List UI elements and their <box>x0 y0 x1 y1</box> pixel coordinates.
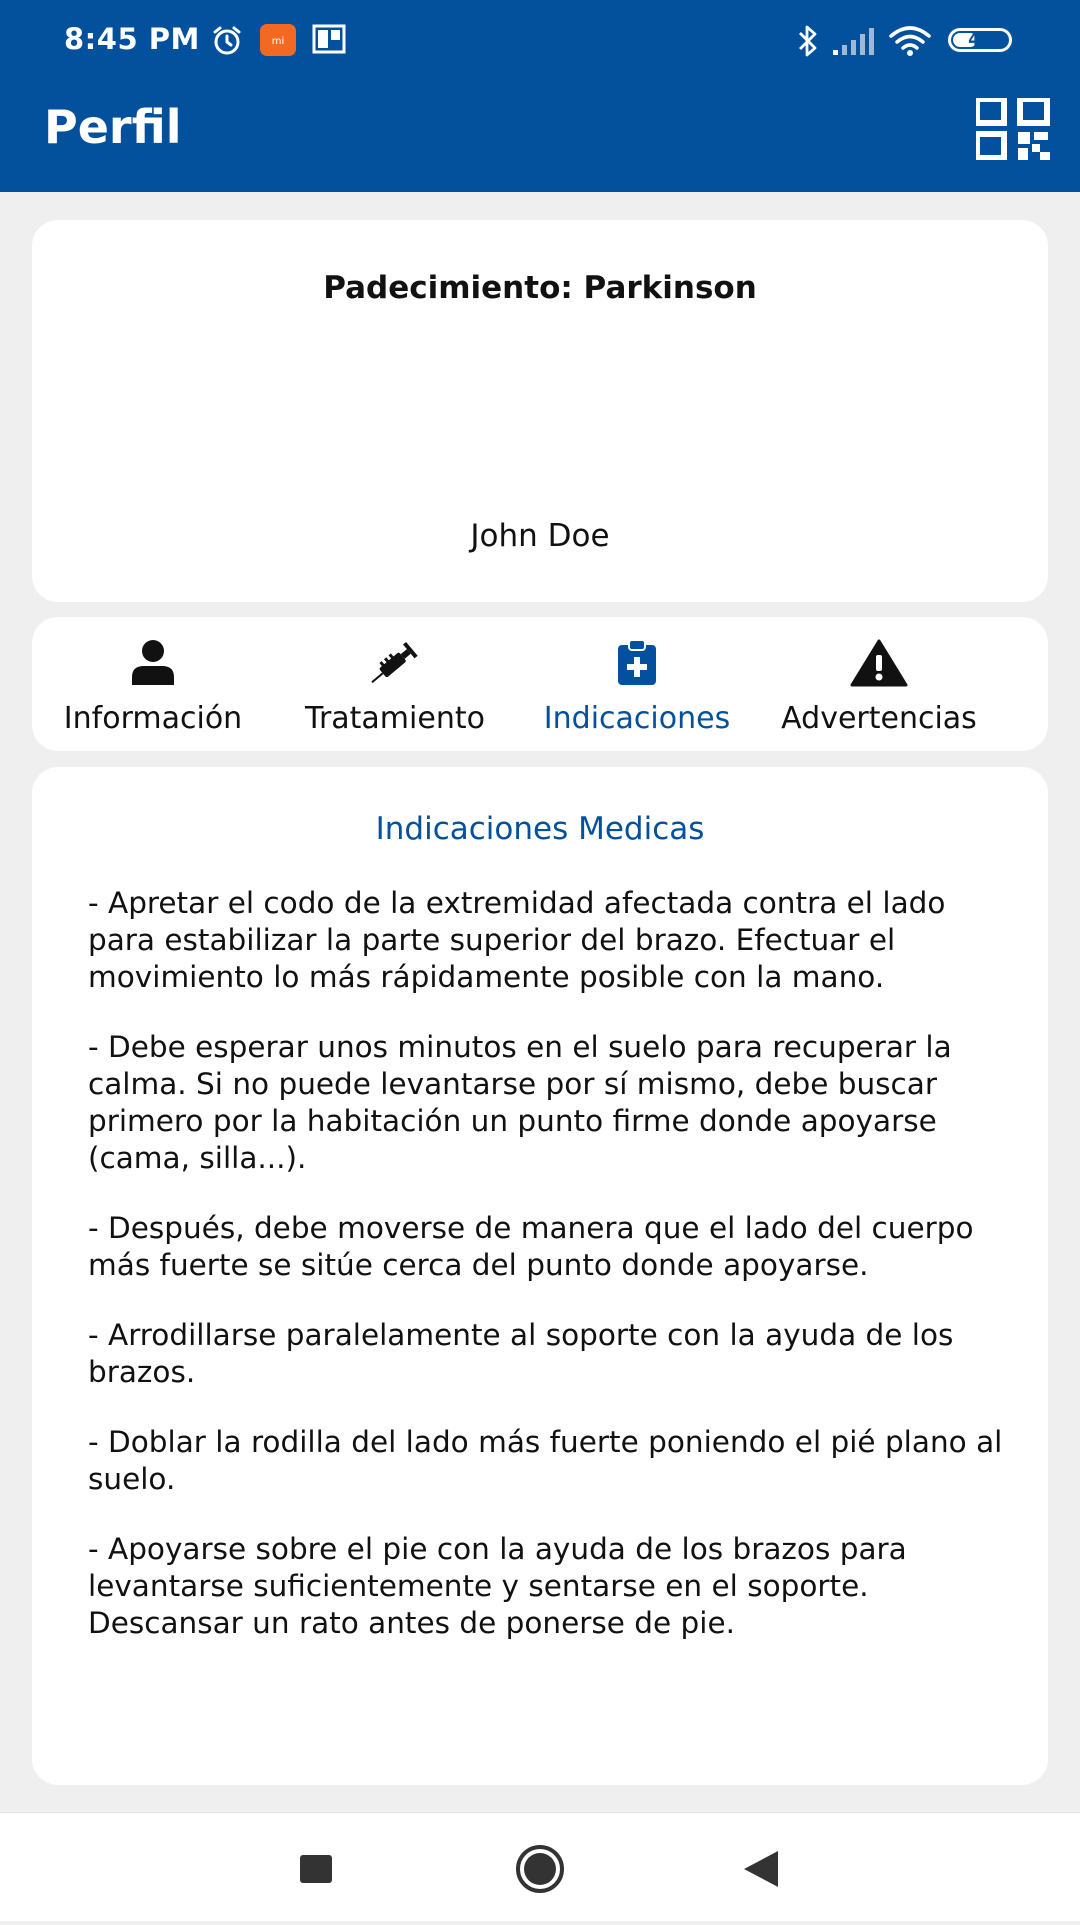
alarm-icon <box>210 24 244 58</box>
system-nav-bar <box>0 1812 1080 1921</box>
tab-label: Indicaciones <box>543 701 731 736</box>
indications-list <box>88 885 1018 1675</box>
back-triangle-icon <box>702 1813 822 1921</box>
tab-informacion[interactable] <box>32 617 274 751</box>
back-button[interactable] <box>702 1813 822 1921</box>
home-button[interactable] <box>480 1813 600 1921</box>
battery-icon <box>948 28 1012 52</box>
tab-bar <box>32 617 1048 751</box>
warning-icon <box>850 639 908 687</box>
indication-item: - Debe esperar unos minutos en el suelo para recuperar la calma. Si no puede levantarse por sí mismo, debe buscar primero por la habitación un punto firme donde apoyarse (cama, silla...). <box>88 1030 952 1175</box>
svg-text:mi: mi <box>271 36 285 47</box>
tab-label: Información <box>63 701 243 736</box>
recents-button[interactable] <box>256 1813 376 1921</box>
medical-clipboard-icon <box>617 639 657 685</box>
status-bar <box>0 0 1080 82</box>
tab-tratamiento[interactable] <box>274 617 516 751</box>
indications-card <box>32 767 1048 1785</box>
tab-advertencias[interactable] <box>758 617 1000 751</box>
tab-label: Advertencias <box>781 701 977 736</box>
reader-icon <box>312 24 346 54</box>
indication-item: - Después, debe moverse de manera que el lado del cuerpo más fuerte se sitúe cerca del punto donde apoyarse. <box>88 1211 974 1282</box>
square-icon <box>256 1813 376 1921</box>
person-icon <box>130 639 176 685</box>
wifi-icon <box>888 24 932 58</box>
indication-item: - Apoyarse sobre el pie con la ayuda de los brazos para levantarse suficientemente y sentarse en el soporte. Descansar un rato antes de ponerse de pie. <box>88 1532 907 1640</box>
section-title: Indicaciones Medicas <box>375 811 705 847</box>
condition-label: Padecimiento: Parkinson <box>323 270 757 306</box>
app-bar <box>0 0 1080 192</box>
signal-icon <box>832 24 876 56</box>
circle-icon <box>480 1813 600 1921</box>
battery-level: 43 <box>968 30 992 50</box>
tab-label: Tratamiento <box>305 701 485 736</box>
patient-name: John Doe <box>470 518 610 554</box>
profile-card <box>32 220 1048 602</box>
indication-item: - Arrodillarse paralelamente al soporte con la ayuda de los brazos. <box>88 1318 954 1389</box>
tab-indicaciones[interactable] <box>516 617 758 751</box>
indication-item: - Doblar la rodilla del lado más fuerte poniendo el pié plano al suelo. <box>88 1425 1003 1496</box>
page-title: Perfil <box>44 100 182 154</box>
syringe-icon <box>369 639 421 687</box>
qr-code-icon[interactable] <box>976 98 1050 160</box>
mi-app-icon <box>260 24 296 56</box>
status-time: 8:45 PM <box>64 22 200 56</box>
indication-item: - Apretar el codo de la extremidad afectada contra el lado para estabilizar la parte superior del brazo. Efectuar el movimiento lo más rápidamente posible con la mano. <box>88 886 946 994</box>
bluetooth-icon <box>796 24 820 58</box>
